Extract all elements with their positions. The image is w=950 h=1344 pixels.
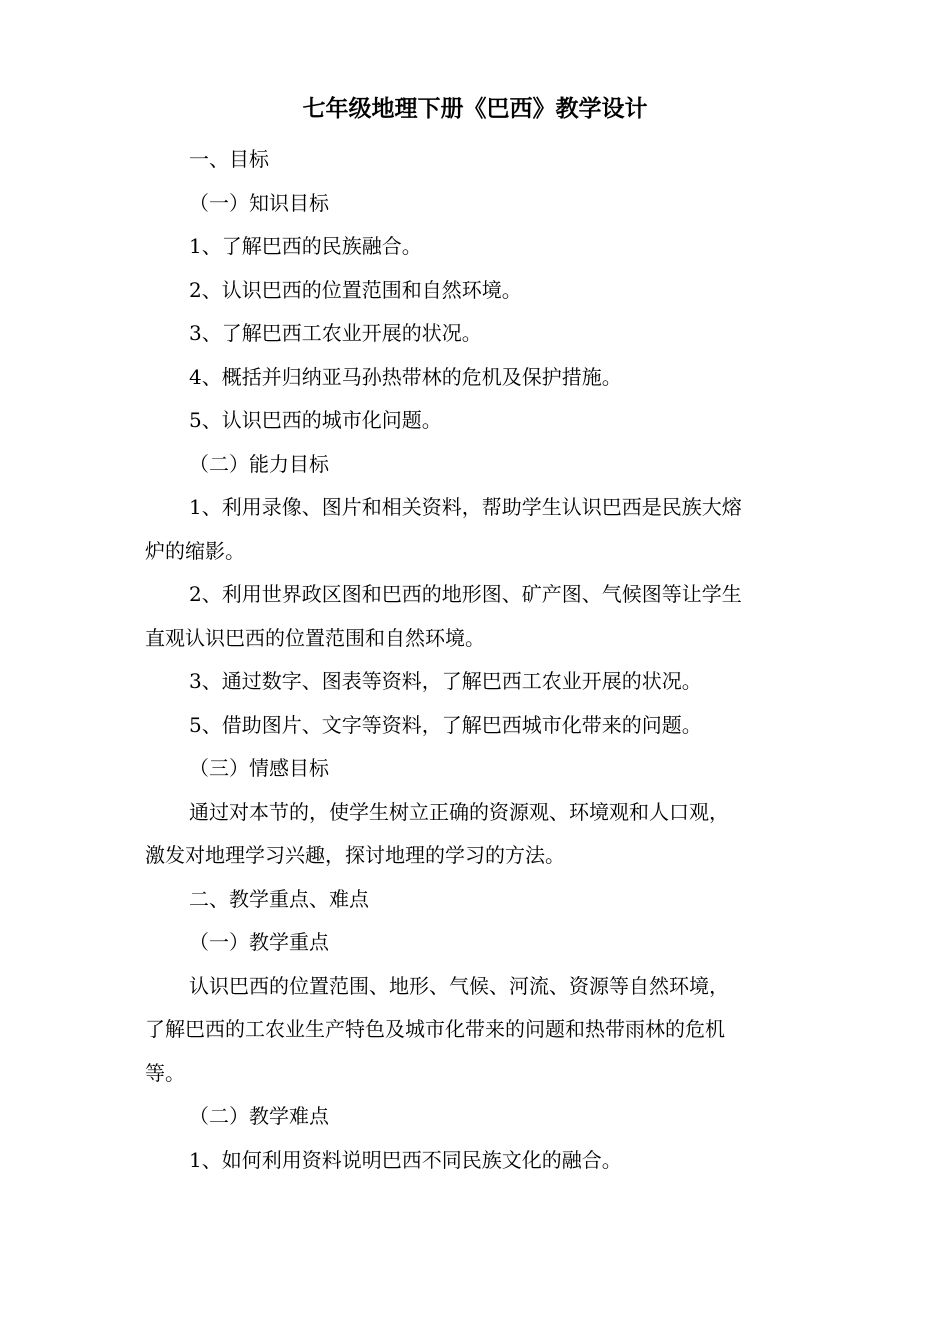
paragraph-line: 1、如何利用资料说明巴西不同民族文化的融合。	[189, 1148, 622, 1172]
section-heading: 二、教学重点、难点	[189, 887, 369, 911]
paragraph-line: 5、借助图片、文字等资料，了解巴西城市化带来的问题。	[189, 713, 702, 737]
subsection-heading: （二）能力目标	[189, 452, 329, 476]
paragraph-line: 5、认识巴西的城市化问题。	[189, 408, 442, 432]
paragraph-line: 3、了解巴西工农业开展的状况。	[189, 321, 482, 345]
paragraph-line: 2、认识巴西的位置范围和自然环境。	[189, 278, 522, 302]
paragraph-line: 通过对本节的，使学生树立正确的资源观、环境观和人口观，	[189, 800, 729, 824]
paragraph-line: 认识巴西的位置范围、地形、气候、河流、资源等自然环境，	[189, 974, 729, 998]
paragraph-line: 1、了解巴西的民族融合。	[189, 234, 422, 258]
subsection-heading: （一）知识目标	[189, 191, 329, 215]
paragraph-line: 直观认识巴西的位置范围和自然环境。	[145, 626, 485, 650]
subsection-heading: （二）教学难点	[189, 1104, 329, 1128]
paragraph-line: 1、利用录像、图片和相关资料，帮助学生认识巴西是民族大熔	[189, 495, 742, 519]
paragraph-line: 3、通过数字、图表等资料，了解巴西工农业开展的状况。	[189, 669, 702, 693]
subsection-heading: （一）教学重点	[189, 930, 329, 954]
subsection-heading: （三）情感目标	[189, 756, 329, 780]
paragraph-line: 了解巴西的工农业生产特色及城市化带来的问题和热带雨林的危机	[145, 1017, 725, 1041]
paragraph-line: 等。	[145, 1061, 185, 1085]
paragraph-line: 4、概括并归纳亚马孙热带林的危机及保护措施。	[189, 365, 622, 389]
paragraph-line: 炉的缩影。	[145, 539, 245, 563]
paragraph-line: 激发对地理学习兴趣，探讨地理的学习的方法。	[145, 843, 565, 867]
paragraph-line: 2、利用世界政区图和巴西的地形图、矿产图、气候图等让学生	[189, 582, 742, 606]
document-title: 七年级地理下册《巴西》教学设计	[302, 96, 648, 122]
section-heading: 一、目标	[189, 147, 269, 171]
